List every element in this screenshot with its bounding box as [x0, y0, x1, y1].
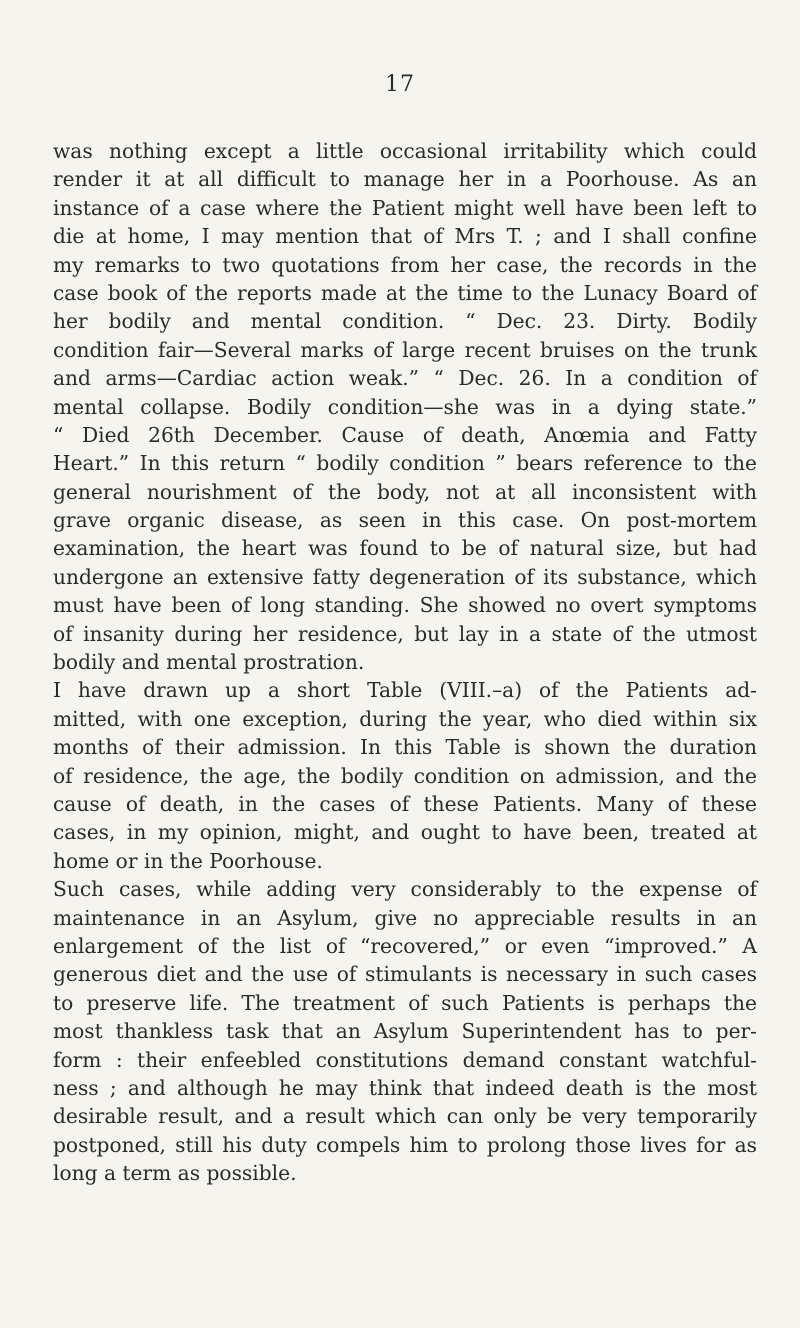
- text-line: undergone an extensive fatty degeneration of its substance, which: [53, 564, 757, 589]
- text-line: to preserve life. The treatment of such Patients is perhaps the: [53, 990, 757, 1015]
- text-line: and arms—Cardiac action weak.” “ Dec. 26. In a condition of: [53, 366, 757, 391]
- text-line: cause of death, in the cases of these Patients. Many of these: [53, 791, 757, 816]
- text-line: mental collapse. Bodily condition—she was in a dying state.”: [53, 394, 757, 419]
- text-line: generous diet and the use of stimulants is necessary in such cases: [53, 962, 757, 987]
- text-line: render it at all difficult to manage her in a Poorhouse. As an: [53, 167, 757, 192]
- text-line: condition fair—Several marks of large recent bruises on the trunk: [53, 337, 757, 362]
- text-line: desirable result, and a result which can only be very temporarily: [53, 1104, 757, 1129]
- text-line: Such cases, while adding very considerably to the expense of: [53, 877, 757, 902]
- text-line: examination, the heart was found to be of natural size, but had: [53, 536, 757, 561]
- text-line: home or in the Poorhouse.: [53, 848, 323, 873]
- page-number: 17: [385, 72, 415, 97]
- text-line: ness ; and although he may think that indeed death is the most: [53, 1075, 757, 1100]
- text-line: was nothing except a little occasional irritability which could: [53, 139, 757, 163]
- text-line: of residence, the age, the bodily condition on admission, and the: [53, 763, 757, 788]
- text-line: mitted, with one exception, during the year, who died within six: [53, 706, 757, 731]
- text-line: instance of a case where the Patient might well have been left to: [53, 195, 757, 220]
- text-line: form : their enfeebled constitutions demand constant watchful-: [53, 1047, 757, 1072]
- text-line: my remarks to two quotations from her case, the records in the: [53, 252, 757, 277]
- text-line: general nourishment of the body, not at all inconsistent with: [53, 479, 757, 504]
- text-line: bodily and mental prostration.: [53, 650, 365, 675]
- text-line: most thankless task that an Asylum Superintendent has to per-: [53, 1019, 757, 1044]
- text-line: postponed, still his duty compels him to prolong those lives for as: [53, 1132, 757, 1157]
- text-line: long a term as possible.: [53, 1161, 297, 1186]
- text-line: case book of the reports made at the time to the Lunacy Board of: [53, 280, 757, 305]
- text-line: “ Died 26th December. Cause of death, Anœmia and Fatty: [53, 422, 757, 447]
- text-line: maintenance in an Asylum, give no appreciable results in an: [53, 905, 757, 930]
- text-line: die at home, I may mention that of Mrs T. ; and I shall confine: [53, 224, 757, 249]
- text-line: must have been of long standing. She showed no overt symptoms: [53, 593, 757, 618]
- text-line: Heart.” In this return “ bodily condition ” bears reference to the: [53, 451, 757, 476]
- text-line: of insanity during her residence, but lay in a state of the utmost: [53, 621, 757, 646]
- text-line: cases, in my opinion, might, and ought to have been, treated at: [53, 820, 757, 845]
- text-line: months of their admission. In this Table is shown the duration: [53, 735, 757, 760]
- text-line: grave organic disease, as seen in this case. On post-mortem: [53, 508, 757, 533]
- text-line: I have drawn up a short Table (VIII.–a) of the Patients ad-: [53, 678, 757, 703]
- text-line: her bodily and mental condition. “ Dec. 23. Dirty. Bodily: [53, 309, 757, 334]
- body-text: [53, 137, 757, 1187]
- text-line: enlargement of the list of “recovered,” or even “improved.” A: [53, 933, 757, 958]
